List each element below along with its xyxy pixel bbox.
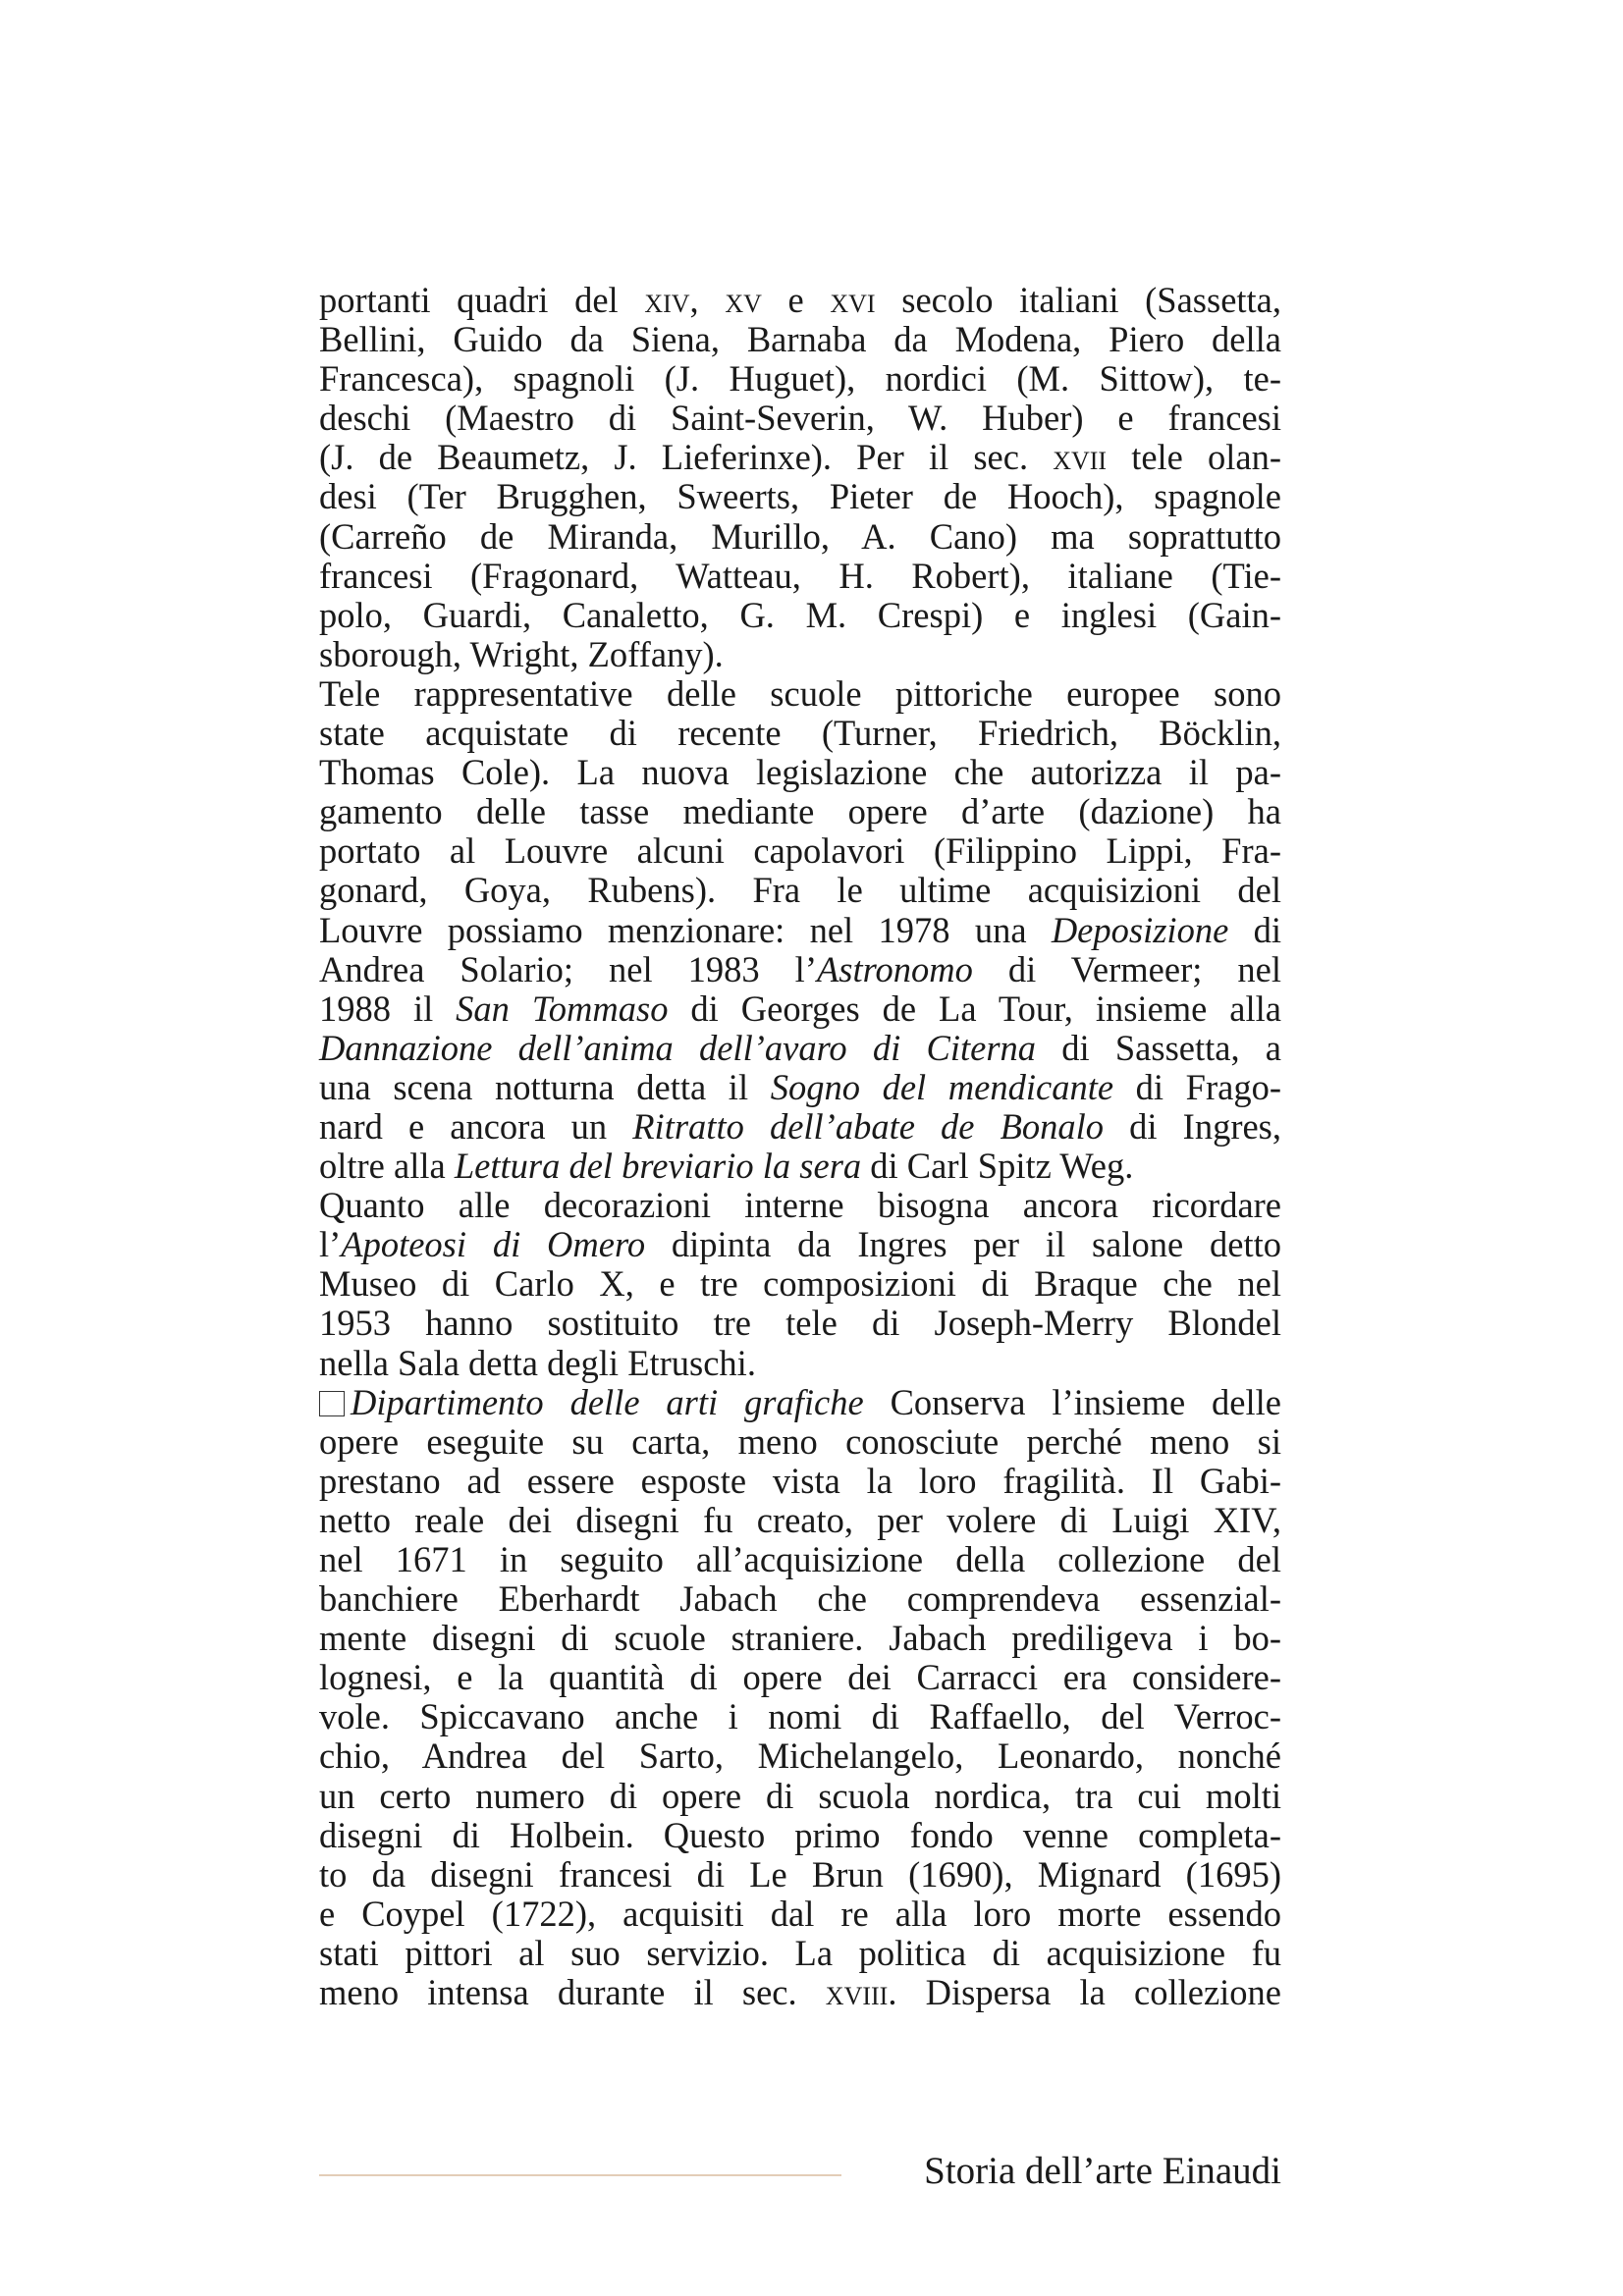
text-line	[319, 1619, 1281, 1658]
text-segment: di Georges de La Tour, insieme alla	[668, 988, 1281, 1029]
text-line	[319, 1383, 1281, 1422]
text-line	[319, 1895, 1281, 1934]
text-segment: di	[1228, 909, 1281, 950]
text-line	[319, 831, 1281, 871]
text-line	[319, 359, 1281, 399]
text-segment: (Carreño de Miranda, Murillo, A. Cano) ma soprattutto	[319, 515, 1281, 557]
text-segment: di Frago-	[1113, 1066, 1281, 1107]
text-segment: dipinta da Ingres per il salone detto	[645, 1224, 1281, 1265]
text-segment: 1953 hanno sostituito tre tele di Joseph-Merry Blondel	[319, 1303, 1281, 1344]
text-segment: secolo italiani (Sassetta,	[875, 280, 1282, 320]
text-segment: meno intensa durante il sec.	[319, 1972, 826, 2013]
text-line	[319, 989, 1281, 1029]
small-caps-numeral: xvii	[1053, 437, 1108, 478]
text-segment: polo, Guardi, Canaletto, G. M. Crespi) e inglesi (Gain-	[319, 594, 1281, 635]
text-line	[319, 1264, 1281, 1304]
text-segment: 1988 il	[319, 988, 457, 1029]
text-segment: banchiere Eberhardt Jabach che comprendeva essenzial-	[319, 1578, 1281, 1620]
italic-title: Astronomo	[816, 948, 973, 989]
text-line	[319, 1697, 1281, 1736]
text-segment: nella Sala detta degli Etruschi.	[319, 1342, 756, 1383]
footer-title: Storia dell’arte Einaudi	[924, 2150, 1281, 2192]
text-segment: Museo di Carlo X, e tre composizioni di Braque che nel	[319, 1263, 1281, 1305]
text-line	[319, 635, 1281, 674]
text-segment: state acquistate di recente (Turner, Friedrich, Böcklin,	[319, 713, 1281, 754]
italic-title: Lettura del breviario la sera	[454, 1146, 862, 1187]
text-line	[319, 1658, 1281, 1697]
text-line	[319, 438, 1281, 477]
text-segment: oltre alla	[319, 1146, 455, 1187]
text-segment: deschi (Maestro di Saint-Severin, W. Huber) e francesi	[319, 398, 1281, 439]
text-segment: nard e ancora un	[319, 1105, 633, 1147]
text-line	[319, 1029, 1281, 1068]
text-line	[319, 1973, 1281, 2012]
text-line	[319, 1855, 1281, 1895]
text-line	[319, 320, 1281, 359]
text-segment: gonard, Goya, Rubens). Fra le ultime acquisizioni del	[319, 870, 1281, 911]
text-line	[319, 871, 1281, 910]
small-caps-numeral: xiv	[644, 280, 690, 320]
text-segment: tele olan-	[1107, 437, 1281, 478]
text-segment: Bellini, Guido da Siena, Barnaba da Modena, Piero della	[319, 319, 1281, 360]
text-line	[319, 1934, 1281, 1973]
text-segment: Tele rappresentative delle scuole pittoriche europee sono	[319, 672, 1281, 714]
text-segment: . Dispersa la collezione	[888, 1972, 1281, 2013]
text-line	[319, 753, 1281, 792]
text-line	[319, 399, 1281, 438]
text-segment: Conserva l’insieme delle	[863, 1381, 1281, 1422]
text-line	[319, 1147, 1281, 1186]
text-segment: di Carl Spitz Weg.	[861, 1146, 1134, 1187]
text-segment: stati pittori al suo servizio. La politica di acquisizione fu	[319, 1932, 1281, 1973]
text-segment: portanti quadri del	[319, 280, 645, 320]
text-segment: mente disegni di scuole straniere. Jabach prediligeva i bo-	[319, 1618, 1281, 1659]
italic-title: Apoteosi di Omero	[341, 1224, 646, 1265]
text-segment: to da disegni francesi di Le Brun (1690), Mignard (1695)	[319, 1853, 1281, 1895]
text-segment: una scena notturna detta il	[319, 1066, 771, 1107]
text-line	[319, 1816, 1281, 1855]
text-line	[319, 1540, 1281, 1579]
text-segment: Andrea Solario; nel 1983 l’	[319, 948, 817, 989]
text-line	[319, 714, 1281, 753]
text-segment: chio, Andrea del Sarto, Michelangelo, Leonardo, nonché	[319, 1735, 1281, 1777]
text-line	[319, 1462, 1281, 1501]
text-line	[319, 1225, 1281, 1264]
italic-title: Dannazione dell’anima dell’avaro di Citerna	[319, 1027, 1037, 1068]
text-line	[319, 1422, 1281, 1462]
text-segment: l’	[319, 1224, 342, 1265]
text-segment: Thomas Cole). La nuova legislazione che autorizza il pa-	[319, 752, 1281, 793]
text-segment: e	[761, 280, 831, 320]
text-line	[319, 950, 1281, 989]
text-segment: vole. Spiccavano anche i nomi di Raffaello, del Verroc-	[319, 1696, 1281, 1737]
text-line	[319, 596, 1281, 635]
text-segment: Francesca), spagnoli (J. Huguet), nordici (M. Sittow), te-	[319, 358, 1281, 400]
text-segment: portato al Louvre alcuni capolavori (Filippino Lippi, Fra-	[319, 830, 1281, 872]
text-segment: Louvre possiamo menzionare: nel 1978 una	[319, 909, 1052, 950]
italic-title: Deposizione	[1051, 909, 1229, 950]
text-segment: prestano ad essere esposte vista la loro fragilità. Il Gabi-	[319, 1460, 1281, 1501]
text-segment: di Ingres,	[1104, 1105, 1282, 1147]
text-segment: Quanto alle decorazioni interne bisogna ancora ricordare	[319, 1185, 1281, 1226]
text-line	[319, 1579, 1281, 1619]
italic-title: San Tommaso	[456, 988, 669, 1029]
small-caps-numeral: xviii	[825, 1972, 889, 2013]
text-segment: di Sassetta, a	[1036, 1027, 1281, 1068]
text-line	[319, 674, 1281, 714]
text-segment: gamento delle tasse mediante opere d’arte (dazione) ha	[319, 791, 1281, 832]
text-line	[319, 1186, 1281, 1225]
italic-title: Sogno del mendicante	[770, 1066, 1114, 1107]
text-line	[319, 557, 1281, 596]
text-segment: opere eseguite su carta, meno conosciute perché meno si	[319, 1420, 1281, 1462]
section-box-icon	[319, 1391, 345, 1416]
text-line	[319, 1344, 1281, 1383]
text-line	[319, 792, 1281, 831]
text-segment: francesi (Fragonard, Watteau, H. Robert), italiane (Tie-	[319, 555, 1281, 596]
text-segment: (J. de Beaumetz, J. Lieferinxe). Per il sec.	[319, 437, 1054, 478]
text-line	[319, 281, 1281, 320]
text-line	[319, 517, 1281, 557]
text-line	[319, 1736, 1281, 1776]
text-segment: un certo numero di opere di scuola nordica, tra cui molti	[319, 1775, 1281, 1816]
italic-title: Dipartimento delle arti grafiche	[351, 1381, 864, 1422]
small-caps-numeral: xv	[725, 280, 762, 320]
text-segment: sborough, Wright, Zoffany).	[319, 633, 724, 674]
text-segment: disegni di Holbein. Questo primo fondo venne completa-	[319, 1814, 1281, 1855]
text-segment: netto reale dei disegni fu creato, per volere di Luigi XIV,	[319, 1499, 1281, 1540]
text-line	[319, 1068, 1281, 1107]
text-segment: e Coypel (1722), acquisiti dal re alla loro morte essendo	[319, 1893, 1281, 1934]
small-caps-numeral: xvi	[830, 280, 876, 320]
text-line	[319, 1107, 1281, 1147]
text-line	[319, 1777, 1281, 1816]
text-segment: di Vermeer; nel	[972, 948, 1281, 989]
body-text	[319, 281, 1281, 2012]
text-segment: ,	[689, 280, 726, 320]
text-segment: desi (Ter Brugghen, Sweerts, Pieter de Hooch), spagnole	[319, 476, 1281, 517]
italic-title: Ritratto dell’abate de Bonalo	[632, 1105, 1105, 1147]
text-line	[319, 1304, 1281, 1343]
text-line	[319, 477, 1281, 516]
text-line	[319, 1501, 1281, 1540]
text-segment: lognesi, e la quantità di opere dei Carracci era considere-	[319, 1657, 1281, 1698]
text-line	[319, 911, 1281, 950]
footer-rule	[319, 2174, 841, 2176]
text-segment: nel 1671 in seguito all’acquisizione della collezione del	[319, 1539, 1281, 1579]
